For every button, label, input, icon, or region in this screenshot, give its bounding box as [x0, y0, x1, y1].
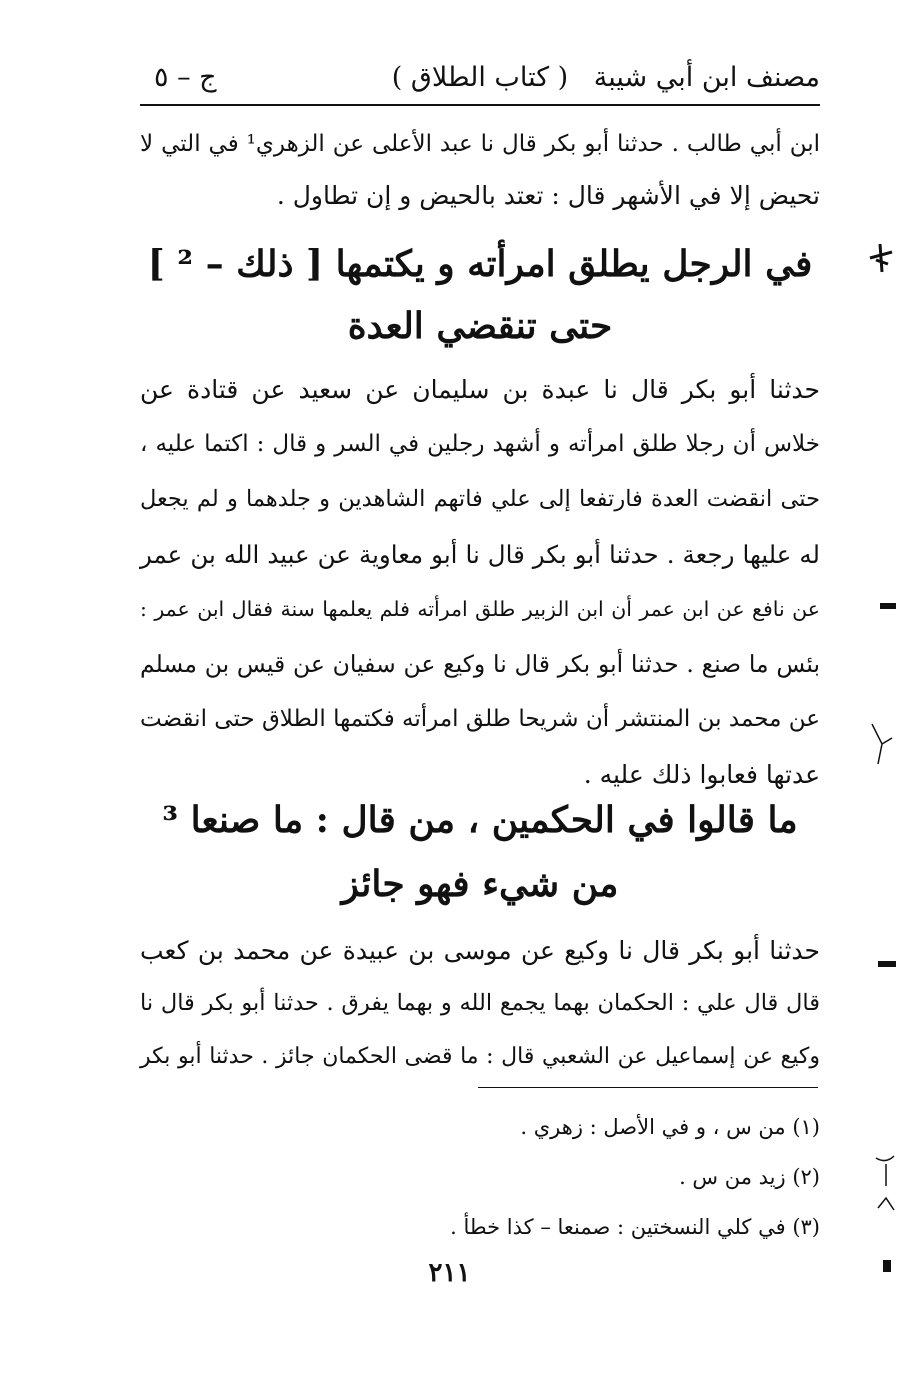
text-block-1	[140, 118, 820, 222]
text-line: له عليها رجعة . حدثنا أبو بكر قال نا أبو معاوية عن عبيد الله بن عمر	[140, 540, 820, 569]
text-block-3	[140, 924, 820, 1083]
text-line: عن محمد بن المنتشر أن شريحا طلق امرأته فكتمها الطلاق حتى انقضت	[140, 706, 820, 732]
margin-mark-icon	[866, 238, 896, 278]
chapter-heading-2-line1: ما قالوا في الحكمين ، من قال : ما صنعا ³	[162, 799, 798, 841]
footnotes	[140, 1102, 820, 1252]
text-line: وكيع عن إسماعيل عن الشعبي قال : ما قضى الحكمان جائز . حدثنا أبو بكر	[140, 1044, 820, 1069]
running-header	[140, 58, 820, 102]
margin-mark-icon	[880, 1258, 896, 1274]
text-line: خلاس أن رجلا طلق امرأته و أشهد رجلين في السر و قال : اكتما عليه ،	[140, 431, 820, 457]
footnote-2: (٢) زيد من س .	[679, 1165, 820, 1189]
header-volume: ج – ٥	[154, 62, 217, 93]
text-line: حدثنا أبو بكر قال نا عبدة بن سليمان عن سعيد عن قتادة عن	[140, 375, 820, 404]
text-block-2	[140, 362, 820, 802]
text-line: حتى انقضت العدة فارتفعا إلى علي فاتهم الشاهدين و جلدهما و لم يجعل	[140, 486, 820, 512]
page-number: ٢١١	[428, 1258, 471, 1288]
footnote-1: (١) من س ، و في الأصل : زهري .	[520, 1115, 820, 1139]
text-line: ابن أبي طالب . حدثنا أبو بكر قال نا عبد الأعلى عن الزهري¹ في التي لا	[140, 131, 820, 157]
margin-mark-icon	[876, 958, 898, 970]
chapter-heading-2-line2: من شيء فهو جائز	[341, 863, 619, 905]
margin-mark-icon	[868, 718, 896, 768]
footnote-3: (٣) في كلي النسختين : صمنعا – كذا خطأ .	[450, 1215, 820, 1239]
chapter-heading-1-line2: حتى تنقضي العدة	[347, 305, 613, 347]
header-rule	[140, 104, 820, 106]
chapter-heading-1-line1: في الرجل يطلق امرأته و يكتمها [ ذلك – ² ]	[147, 243, 813, 285]
header-chapter-title: ( كتاب الطلاق )	[391, 62, 569, 93]
text-line: قال قال علي : الحكمان بهما يجمع الله و بهما يفرق . حدثنا أبو بكر قال نا	[140, 990, 820, 1016]
text-line: حدثنا أبو بكر قال نا وكيع عن موسى بن عبيدة عن محمد بن كعب	[140, 936, 820, 965]
text-line: تحيض إلا في الأشهر قال : تعتد بالحيض و إن تطاول .	[276, 181, 820, 210]
margin-mark-icon	[878, 600, 898, 612]
text-line: بئس ما صنع . حدثنا أبو بكر قال نا وكيع عن سفيان عن قيس بن مسلم	[140, 650, 820, 678]
text-line: عن نافع عن ابن عمر أن ابن الزبير طلق امرأته فلم يعلمها سنة فقال ابن عمر :	[140, 597, 820, 621]
text-line: عدتها فعابوا ذلك عليه .	[583, 760, 820, 789]
margin-mark-icon	[872, 1150, 898, 1220]
header-book-title: مصنف ابن أبي شيبة	[593, 62, 820, 93]
footnote-rule	[478, 1087, 818, 1088]
